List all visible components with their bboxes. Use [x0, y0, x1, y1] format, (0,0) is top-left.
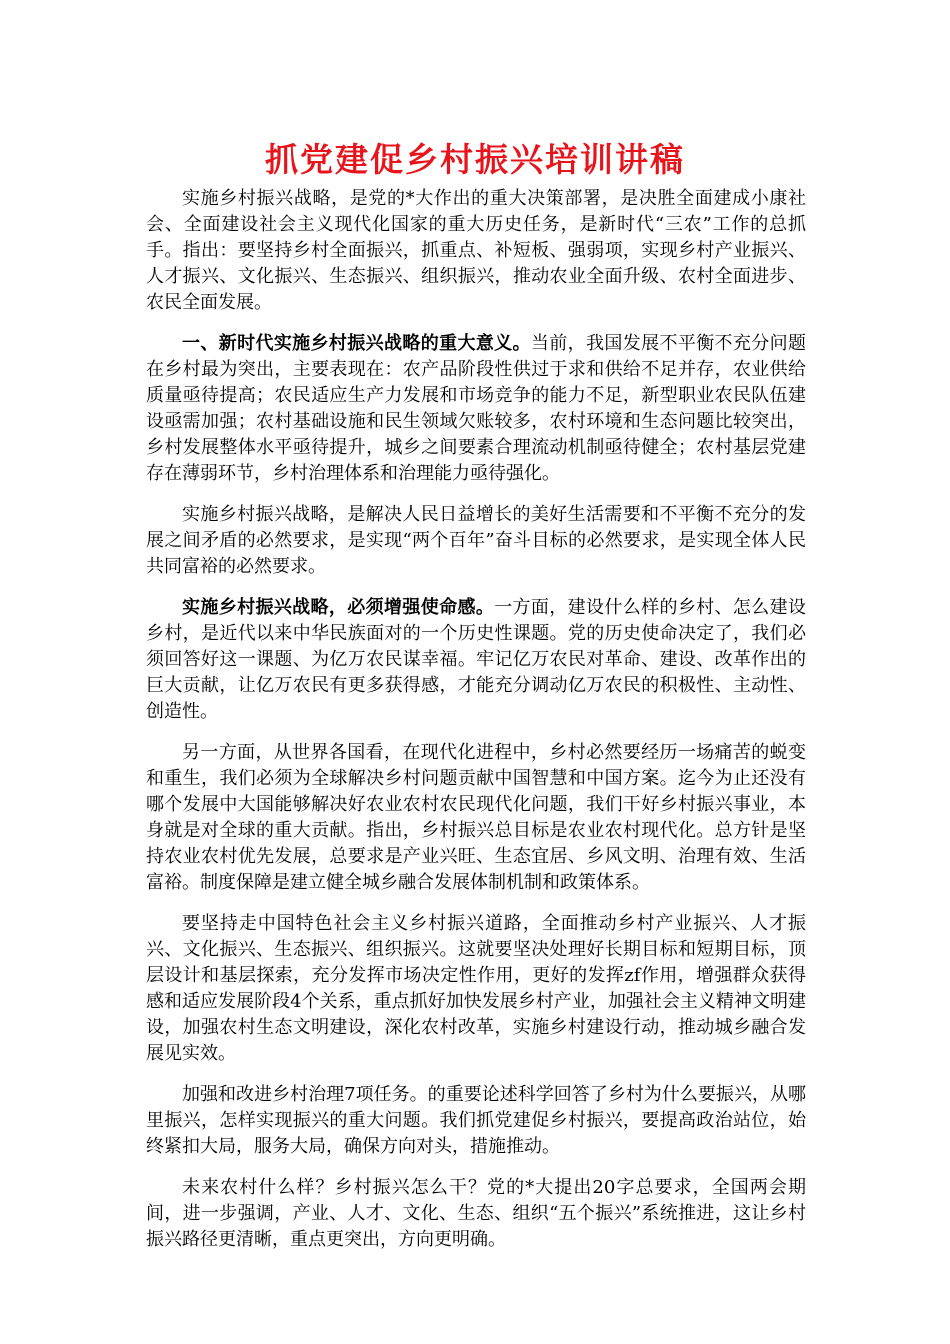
- paragraph-governance: [146, 1082, 806, 1160]
- paragraph-text: 当前，我国发展不平衡不充分问题在乡村最为突出，主要表现在：农产品阶段性供过于求和供给不足并存，农业供给质量亟待提高；农民适应生产力发展和市场竞争的能力不足，新型职业农民队伍建设亟需加强；农村基础设施和民生领域欠账较多，农村环境和生态问题比较突出，乡村发展整体水平亟待提升，城乡之间要素合理流动机制亟待健全；农村基层党建存在薄弱环节，乡村治理体系和治理能力亟待强化。: [146, 333, 807, 484]
- paragraph-text: 一方面，建设什么样的乡村、怎么建设乡村，是近代以来中华民族面对的一个历史性课题。党的历史使命决定了，我们必须回答好这一课题、为亿万农民谋幸福。牢记亿万农民对革命、建设、改革作出的巨大贡献，让亿万农民有更多获得感，才能充分调动亿万农民的积极性、主动性、创造性。: [146, 597, 807, 722]
- section-heading: 实施乡村振兴战略，必须增强使命感。: [182, 597, 495, 618]
- paragraph-text: 加强和改进乡村治理7项任务。的重要论述科学回答了乡村为什么要振兴，从哪里振兴，怎样实现振兴的重大问题。我们抓党建促乡村振兴，要提高政治站位，始终紧扣大局，服务大局，确保方向对头，措施推动。: [146, 1084, 806, 1157]
- paragraph-future: [146, 1175, 806, 1253]
- paragraph-text: 另一方面，从世界各国看，在现代化进程中，乡村必然要经历一场痛苦的蜕变和重生，我们必须为全球解决乡村问题贡献中国智慧和中国方案。迄今为止还没有哪个发展中大国能够解决好农业农村农民现代化问题，我们干好乡村振兴事业，本身就是对全球的重大贡献。指出，乡村振兴总目标是农业农村现代化。总方针是坚持农业农村优先发展，总要求是产业兴旺、生态宜居、乡风文明、治理有效、生活富裕。制度保障是建立健全城乡融合发展体制机制和政策体系。: [146, 742, 806, 893]
- paragraph-global: [146, 740, 806, 896]
- paragraph-text: 实施乡村振兴战略，是党的*大作出的重大决策部署，是决胜全面建成小康社会、全面建设社会主义现代化国家的重大历史任务，是新时代“三农”工作的总抓手。指出：要坚持乡村全面振兴，抓重点、补短板、强弱项，实现乡村产业振兴、人才振兴、文化振兴、生态振兴、组织振兴，推动农业全面升级、农村全面进步、农民全面发展。: [146, 188, 806, 313]
- section-heading: 一、新时代实施乡村振兴战略的重大意义。: [182, 333, 531, 354]
- paragraph-intro: [146, 186, 806, 316]
- paragraph-requirements: [146, 502, 806, 580]
- paragraph-text: 要坚持走中国特色社会主义乡村振兴道路，全面推动乡村产业振兴、人才振兴、文化振兴、生态振兴、组织振兴。这就要坚决处理好长期目标和短期目标，顶层设计和基层探索，充分发挥市场决定性作用，更好的发挥zf作用，增强群众获得感和适应发展阶段4个关系，重点抓好加快发展乡村产业，加强社会主义精神文明建设，加强农村生态文明建设，深化农村改革，实施乡村建设行动，推动城乡融合发展见实效。: [146, 913, 806, 1064]
- paragraph-road: [146, 911, 806, 1067]
- document-body: [146, 186, 806, 1268]
- paragraph-significance: [146, 331, 806, 487]
- paragraph-text: 未来农村什么样？乡村振兴怎么干？党的*大提出20字总要求，全国两会期间，进一步强调，产业、人才、文化、生态、组织“五个振兴”系统推进，这让乡村振兴路径更清晰，重点更突出，方向更明确。: [146, 1177, 806, 1250]
- paragraph-text: 实施乡村振兴战略，是解决人民日益增长的美好生活需要和不平衡不充分的发展之间矛盾的必然要求，是实现“两个百年”奋斗目标的必然要求，是实现全体人民共同富裕的必然要求。: [146, 504, 806, 577]
- document-title: 抓党建促乡村振兴培训讲稿: [265, 140, 685, 179]
- paragraph-mission: [146, 595, 806, 725]
